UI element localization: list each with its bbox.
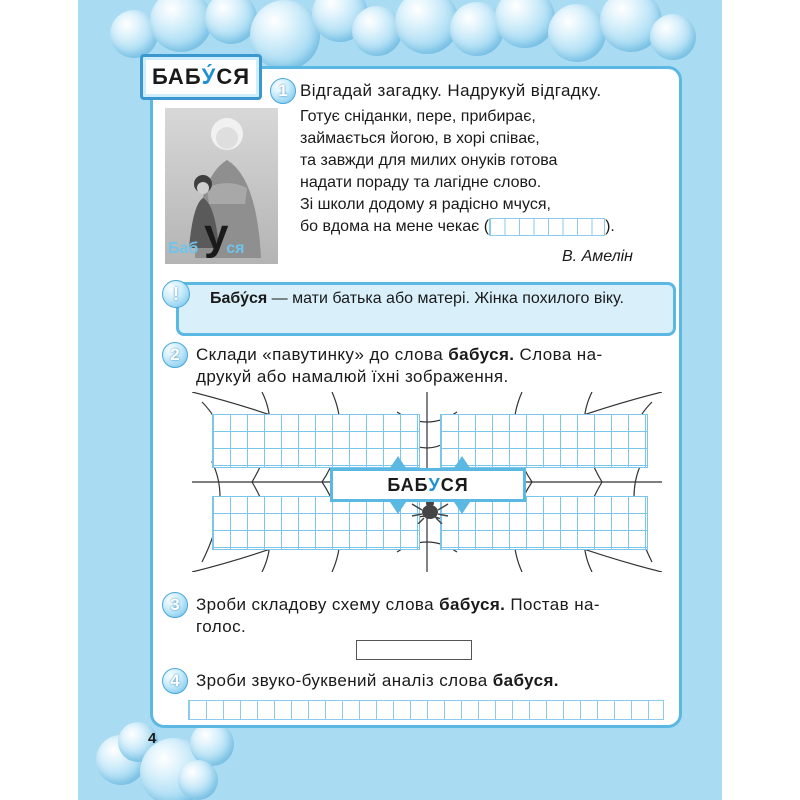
riddle-answer-cells[interactable] (489, 218, 605, 236)
bubble-decoration (548, 4, 606, 62)
task-number-1: 1 (270, 78, 296, 104)
definition-term: Бабу́ся (210, 290, 268, 307)
task2-instruction: Склади «павутинку» до слова бабуся. Слова на- друкуй або намалюй їхні зображення. (196, 345, 603, 386)
syllable-scheme-box[interactable] (356, 640, 472, 660)
picture-word-label: Баб ся (168, 240, 245, 257)
poem-author: В. Амелін (562, 248, 633, 265)
exclamation-icon: ! (162, 280, 190, 308)
task-number-4: 4 (162, 668, 188, 694)
task-number-3: 3 (162, 592, 188, 618)
poem-line: Готує сніданки, пере, прибирає, (300, 108, 536, 125)
title-accent-letter: У́ (201, 64, 217, 89)
task-number-2: 2 (162, 342, 188, 368)
spider-icon (412, 499, 448, 524)
definition-text (210, 288, 670, 310)
riddle-poem (300, 106, 615, 238)
page-title (140, 54, 262, 100)
task1-instruction: Відгадай загадку. Надрукуй відгадку. (300, 81, 602, 100)
poem-line: надати пораду та лагідне слово. (300, 174, 542, 191)
definition-body: — мати батька або матері. Жінка похилого віку. (267, 290, 624, 307)
bubble-decoration (650, 14, 696, 60)
sound-analysis-cells[interactable] (188, 700, 664, 720)
bubble-decoration (178, 760, 218, 800)
poem-line: займається йогою, в хорі співає, (300, 130, 540, 147)
center-accent-letter: У (428, 474, 441, 495)
page-number: 4 (148, 730, 157, 747)
poem-line: та завжди для милих онуків готова (300, 152, 558, 169)
picture-big-letter: у (204, 210, 229, 259)
title-text: БАБ (151, 64, 202, 89)
poem-line: Зі школи додому я радісно мчуся, (300, 196, 551, 213)
poem-line: бо вдома на мене чекає ( ). (300, 218, 615, 235)
bubble-decoration (352, 6, 402, 56)
center-word-box: БАБ У СЯ (330, 468, 526, 502)
title-text: СЯ (216, 64, 251, 89)
task4-instruction: Зроби звуко-буквений аналіз слова бабуся. (196, 671, 559, 690)
task3-instruction: Зроби складову схему слова бабуся. Постав на- голос. (196, 595, 600, 636)
